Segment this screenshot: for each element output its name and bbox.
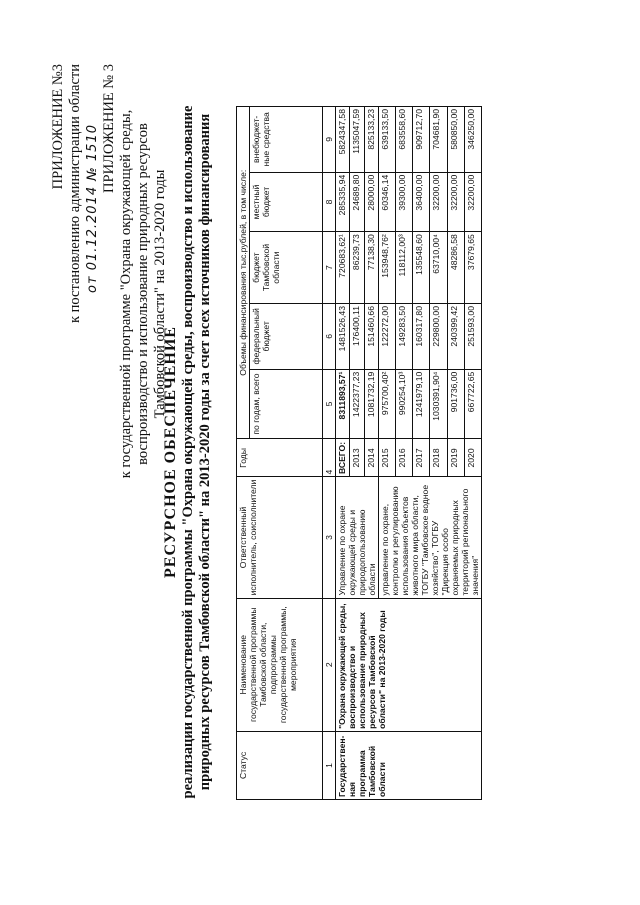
col-number: 8 bbox=[323, 172, 336, 231]
col-number: 5 bbox=[323, 369, 336, 439]
program-line-3: Тамбовской области" на 2013-2020 годы bbox=[152, 169, 168, 419]
total-cell: 1422377,23 bbox=[350, 369, 364, 439]
federal-cell: 122272,00 bbox=[379, 304, 396, 370]
regional-cell: 63710,00⁴ bbox=[430, 232, 447, 304]
total-cell: 901736,00 bbox=[447, 369, 464, 439]
year-cell: 2014 bbox=[364, 439, 378, 477]
status-cell: Государствен-ная программа Тамбовской области bbox=[336, 731, 482, 799]
regional-cell: 86239,73 bbox=[350, 232, 364, 304]
federal-cell: 151460,66 bbox=[364, 304, 378, 370]
col-number: 4 bbox=[323, 439, 336, 477]
local-cell: 24689,80 bbox=[350, 172, 364, 231]
year-cell: 2013 bbox=[350, 439, 364, 477]
federal-cell: 149283,50 bbox=[396, 304, 413, 370]
total-cell: 1081732,19 bbox=[364, 369, 378, 439]
executor-cell-1: Управление по охране окружающей среды и природопользованию области bbox=[336, 477, 379, 598]
title-main: РЕСУРСНОЕ ОБЕСПЕЧЕНИЕ bbox=[162, 326, 179, 578]
col-number: 7 bbox=[323, 232, 336, 304]
resolution-line: к постановлению администрации области bbox=[67, 64, 83, 324]
executor-cell-2: управление по охране, контролю и регулированию использования объектов животного мира области, ТОГБУ "Тамбовское водное хозяйство", ТОГБУ "Дирекция особо охраняемых природных территорий регионального значения" bbox=[379, 477, 482, 598]
regional-cell: 77138,30 bbox=[364, 232, 378, 304]
federal-cell: 229800,00 bbox=[430, 304, 447, 370]
total-cell: 990254,10³ bbox=[396, 369, 413, 439]
offbudget-cell: 580850,00 bbox=[447, 107, 464, 173]
appendix-title: ПРИЛОЖЕНИЕ №3 bbox=[50, 64, 66, 190]
header-federal: федеральный бюджет bbox=[250, 304, 323, 370]
header-row-1 bbox=[237, 107, 250, 800]
offbudget-cell: 825133,23 bbox=[364, 107, 378, 173]
total-cell: 667722,65 bbox=[464, 369, 481, 439]
col-number: 1 bbox=[323, 731, 336, 799]
federal-cell: 176400,11 bbox=[350, 304, 364, 370]
local-cell: 36400,00 bbox=[413, 172, 430, 231]
total-cell: 8311893,57¹ bbox=[336, 369, 350, 439]
local-cell: 285335,94 bbox=[336, 172, 350, 231]
local-cell: 32200,00 bbox=[447, 172, 464, 231]
regional-cell: 118112,00³ bbox=[396, 232, 413, 304]
document-title bbox=[162, 72, 214, 832]
resolution-date: от 01.12.2014 № 1510 bbox=[85, 124, 100, 293]
year-cell: 2018 bbox=[430, 439, 447, 477]
header-name: Наименование государственной программы Тамбовской области, подпрограммы государственной программы, мероприятия bbox=[237, 598, 323, 731]
regional-cell: 48286,58 bbox=[447, 232, 464, 304]
total-cell: 1030391,90⁴ bbox=[430, 369, 447, 439]
header-status: Статус bbox=[237, 731, 323, 799]
regional-cell: 37679,65 bbox=[464, 232, 481, 304]
title-line-3: природных ресурсов Тамбовской области" на 2013-2020 годы за счет всех источников финансирования bbox=[197, 113, 213, 791]
offbudget-cell: 909712,70 bbox=[413, 107, 430, 173]
program-line-1: к государственной программе "Охрана окружающей среды, bbox=[118, 109, 134, 479]
year-cell: 2016 bbox=[396, 439, 413, 477]
col-number: 6 bbox=[323, 304, 336, 370]
resource-table bbox=[236, 106, 482, 800]
appendix-sub: ПРИЛОЖЕНИЕ № 3 bbox=[101, 64, 117, 193]
local-cell: 28000,00 bbox=[364, 172, 378, 231]
appendix-header bbox=[50, 64, 169, 524]
local-cell: 32200,00 bbox=[430, 172, 447, 231]
federal-cell: 160317,80 bbox=[413, 304, 430, 370]
federal-cell: 240399,42 bbox=[447, 304, 464, 370]
year-cell: 2019 bbox=[447, 439, 464, 477]
col-number: 9 bbox=[323, 107, 336, 173]
offbudget-cell: 704681,90 bbox=[430, 107, 447, 173]
rotated-page bbox=[40, 52, 600, 852]
total-cell: 975700,40² bbox=[379, 369, 396, 439]
regional-cell: 153948,76² bbox=[379, 232, 396, 304]
title-line-2: реализации государственной программы "Охрана окружающей среды, воспроизводство и использование bbox=[180, 105, 196, 799]
year-cell: 2020 bbox=[464, 439, 481, 477]
table-row bbox=[336, 107, 350, 800]
offbudget-cell: 683558,60 bbox=[396, 107, 413, 173]
regional-cell: 135548,60 bbox=[413, 232, 430, 304]
col-number: 3 bbox=[323, 477, 336, 598]
total-cell: 1241979,10 bbox=[413, 369, 430, 439]
program-name-cell: "Охрана окружающей среды, воспроизводство и использование природных ресурсов Тамбовской области" на 2013-2020 годы bbox=[336, 598, 482, 731]
column-number-row bbox=[323, 107, 336, 800]
offbudget-cell: 639133,50 bbox=[379, 107, 396, 173]
offbudget-cell: 346250,00 bbox=[464, 107, 481, 173]
header-executor: Ответственный исполнитель, соисполнители bbox=[237, 477, 323, 598]
offbudget-cell: 5824347,58 bbox=[336, 107, 350, 173]
header-regional: бюджет Тамбовской области bbox=[250, 232, 323, 304]
year-cell: 2017 bbox=[413, 439, 430, 477]
offbudget-cell: 1135047,59 bbox=[350, 107, 364, 173]
header-total: по годам, всего bbox=[250, 369, 323, 439]
header-volumes: Объемы финансирования тыс.рублей, в том числе: bbox=[237, 107, 250, 439]
local-cell: 39300,00 bbox=[396, 172, 413, 231]
header-local: местный бюджет bbox=[250, 172, 323, 231]
year-cell: ВСЕГО: bbox=[336, 439, 350, 477]
header-years: Годы bbox=[237, 439, 323, 477]
regional-cell: 720683,62¹ bbox=[336, 232, 350, 304]
federal-cell: 1481526,43 bbox=[336, 304, 350, 370]
col-number: 2 bbox=[323, 598, 336, 731]
local-cell: 32200,00 bbox=[464, 172, 481, 231]
header-offbudget: внебюджет-ные средства bbox=[250, 107, 323, 173]
program-line-2: воспроизводство и использование природных ресурсов bbox=[135, 123, 151, 465]
year-cell: 2015 bbox=[379, 439, 396, 477]
local-cell: 60346,14 bbox=[379, 172, 396, 231]
federal-cell: 251593,00 bbox=[464, 304, 481, 370]
